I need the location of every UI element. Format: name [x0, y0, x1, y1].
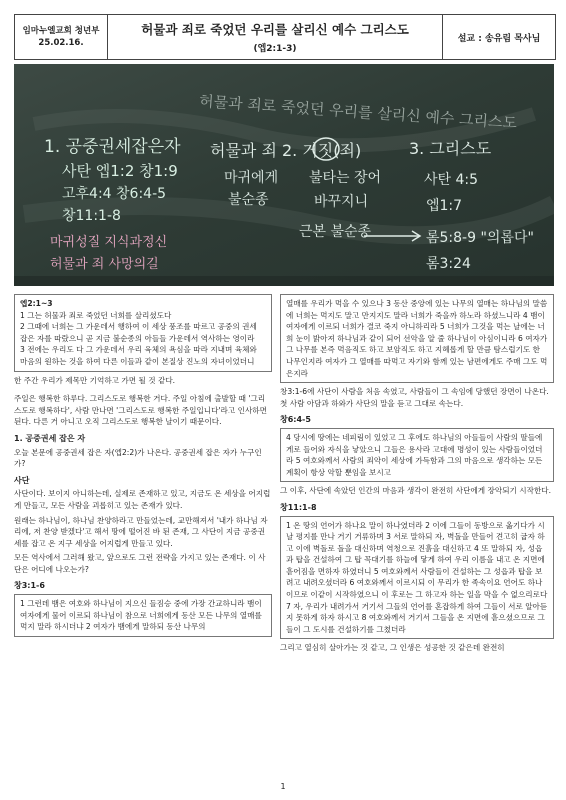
verse-line: 1 그는 허물과 죄로 죽었던 너희를 살리셨도다 [20, 310, 172, 320]
verse-line: 2 그때에 너희는 그 가운데서 행하여 이 세상 풍조를 따르고 공중의 권세 잡은 자를 따랐으니 곧 지금 불순종의 아들들 가운데서 역사하는 영이라 [20, 322, 257, 343]
board-col1-line: 마귀성질 지식과정신 [50, 235, 168, 250]
body-paragraph: 그 이후, 사단에 속았던 인간의 마음과 생각이 완전히 사단에게 장악되기 시작한다. [280, 486, 552, 496]
section-heading: 창6:4-5 [280, 415, 311, 425]
scripture-box-eph2 [14, 294, 272, 372]
section-heading: 창11:1-8 [280, 502, 317, 512]
board-col2-line: 마귀에게 [224, 170, 279, 186]
chalkboard-image [14, 64, 554, 286]
body-paragraph: 오늘 본문에 공중권세 잡은 자(엡2:2)가 나온다. 공중권세 잡은 자가 누구인가? [14, 447, 262, 469]
board-col3-line: 엡1:7 [426, 198, 463, 214]
body-paragraph: 주일은 행복한 하루다. 그리스도로 행복한 거다. 주일 아침에 출발할 때 '그리스도로 행복하다', 사람 만나면 '그리스도로 행복한 주일입니다'라고 인사하면 된다. 다른 거 아니고 오직 그리스도로 행복한 날이기 때문이다. [14, 394, 267, 427]
board-col3-line: 롬3:24 [426, 256, 471, 272]
scripture-heading: 엡2:1~3 [20, 299, 53, 308]
board-col1-line: 고후4:4 창6:4-5 [62, 186, 167, 202]
section-heading: 창3:1-6 [14, 581, 45, 591]
church-name: 임마누엘교회 청년부 [22, 26, 100, 36]
scripture-box-gen6: 4 당시에 땅에는 네피림이 있었고 그 후에도 하나님의 아들들이 사람의 딸들에게로 들어와 자식을 낳았으니 그들은 용사라 고대에 명성이 있는 사람들이었더라 5 여호와께서 사람의 죄악이 세상에 가득함과 그의 마음으로 생각하는 모든 계획이 항상 악할 뿐임을 보시고 [280, 428, 554, 482]
body-paragraph: 원래는 하나님이, 하나님 찬양하라고 만들었는데, 교만해져서 '내가 하나님 자리에, 저 찬양 받겠다'고 해서 땅에 떨어진 바 된 존재, 그 사단이 지금 공중권세를 잡고 온 지구 세상을 어지럽게 만들고 있다. [14, 515, 268, 548]
sermon-title-block [108, 15, 443, 59]
board-col1-line: 사탄 엡1:2 창1:9 [62, 162, 178, 180]
board-col2-line: 허물과 죄 2. 거짓(죄) [210, 141, 362, 160]
scripture-box-gen11: 1 온 땅의 언어가 하나요 말이 하나였더라 2 이에 그들이 동방으로 옮기다가 시날 평지를 만나 거기 거류하며 3 서로 말하되 자, 벽돌을 만들어 견고히 굽자 하고 이에 벽돌로 돌을 대신하며 역청으로 진흙을 대신하고 4 또 말하되 자, 성읍과 탑을 건설하여 그 탑 꼭대기를 하늘에 닿게 하여 우리 이름을 내고 온 지면에 흩어짐을 면하자 하였더니 5 여호와께서 사람들이 건설하는 그 성읍과 탑을 보려고 내려오셨더라 6 여호와께서 이르시되 이 무리가 한 족속이요 언어도 하나이므로 이같이 시작하였으니 이 후로는 그 하고자 하는 일을 막을 수 없으리로다 7 자, 우리가 내려가서 거기서 그들의 언어를 혼잡하게 하여 그들이 서로 알아듣지 못하게 하자 하시고 8 여호와께서 거기서 그들을 온 지면에 흩으셨으므로 그들이 그 도시를 건설하기를 그쳤더라 [280, 516, 554, 640]
right-column [280, 294, 554, 657]
bulletin-date: 25.02.16. [38, 38, 84, 48]
section-heading: 사단 [14, 475, 30, 485]
chalkboard-photo [14, 64, 554, 286]
body-paragraph: 사단이다. 보이지 아니하는데, 실제로 존재하고 있고, 지금도 온 세상을 어지럽게 만들고, 모든 사람을 괴롭히고 있는 존재가 있다. [14, 489, 271, 510]
board-col1-line: 1. 공중권세잡은자 [44, 137, 181, 157]
board-col3-line: 사탄 4:5 [424, 172, 479, 188]
scripture-box-gen3-cont: 열매를 우리가 먹을 수 있으나 3 동산 중앙에 있는 나무의 열매는 하나님의 말씀에 너희는 먹지도 말고 만지지도 말라 너희가 죽을까 하노라 하셨느니라 4 뱀이 여자에게 이르되 너희가 결코 죽지 아니하리라 5 너희가 그것을 먹는 날에는 너희 눈이 밝아져 하나님과 같이 되어 선악을 알 줄 하나님이 아심이니라 6 여자가 그 나무를 본즉 먹음직도 하고 보암직도 하고 지혜롭게 할 만큼 탐스럽기도 한 나무인지라 여자가 그 열매를 따먹고 자기와 함께 있는 남편에게도 주매 그도 먹은지라 [280, 294, 554, 383]
body-paragraph: 그리고 열심히 살아가는 것 같고, 그 인생은 성공한 것 같은데 완전히 [280, 643, 505, 653]
board-title: 허물과 죄로 죽었던 우리를 살리신 예수 그리스도 [198, 91, 518, 133]
board-col2-line: 불타는 장어 [309, 170, 382, 186]
board-col2-line: 근본 불순종 [299, 224, 372, 240]
board-col3-line: 롬5:8-9 "의롭다" [426, 230, 534, 246]
scripture-box-gen3: 1 그런데 뱀은 여호와 하나님이 지으신 들짐승 중에 가장 간교하니라 뱀이 여자에게 물어 이르되 하나님이 참으로 너희에게 동산 모든 나무의 열매를 먹지 말라 하시더냐 2 여자가 뱀에게 말하되 동산 나무의 [14, 594, 272, 637]
body-paragraph: 창3:1-6에 사단이 사람을 처음 속였고, 사람들이 그 속임에 당했던 장면이 나온다. 첫 사람 아담과 하와가 사단의 말을 듣고 그대로 속는다. [280, 387, 549, 408]
board-col2-line: 바꾸지니 [314, 194, 369, 210]
bulletin-header [14, 14, 556, 60]
sermon-title: 허물과 죄로 죽었던 우리를 살리신 예수 그리스도 [141, 22, 409, 37]
board-col3-line: 3. 그리스도 [409, 139, 492, 158]
board-col1-line: 허물과 죄 사망의길 [50, 257, 159, 272]
board-col1-line: 창11:1-8 [62, 208, 121, 224]
preacher-info: 설교 : 송유림 목사님 [457, 33, 541, 44]
page-number: 1 [280, 782, 286, 791]
intro-paragraph: 한 주간 우리가 제목만 기억하고 가면 될 것 같다. [14, 375, 176, 385]
left-column [14, 294, 272, 640]
church-info [15, 15, 108, 59]
body-paragraph: 모든 역사에서 그러해 왔고, 앞으로도 그런 전략을 가지고 있는 존재다. 이 사단은 어디에 나오는가? [14, 553, 266, 574]
section-heading: 1. 공중권세 잡은 자 [14, 433, 86, 443]
board-col2-line: 불순종 [228, 192, 269, 208]
sermon-reference: (엡2:1-3) [253, 44, 297, 54]
verse-line: 3 전에는 우리도 다 그 가운데서 우리 육체의 욕심을 따라 지내며 육체와 마음의 원하는 것을 하여 다른 이들과 같이 본질상 진노의 자녀이었더니 [20, 345, 257, 366]
